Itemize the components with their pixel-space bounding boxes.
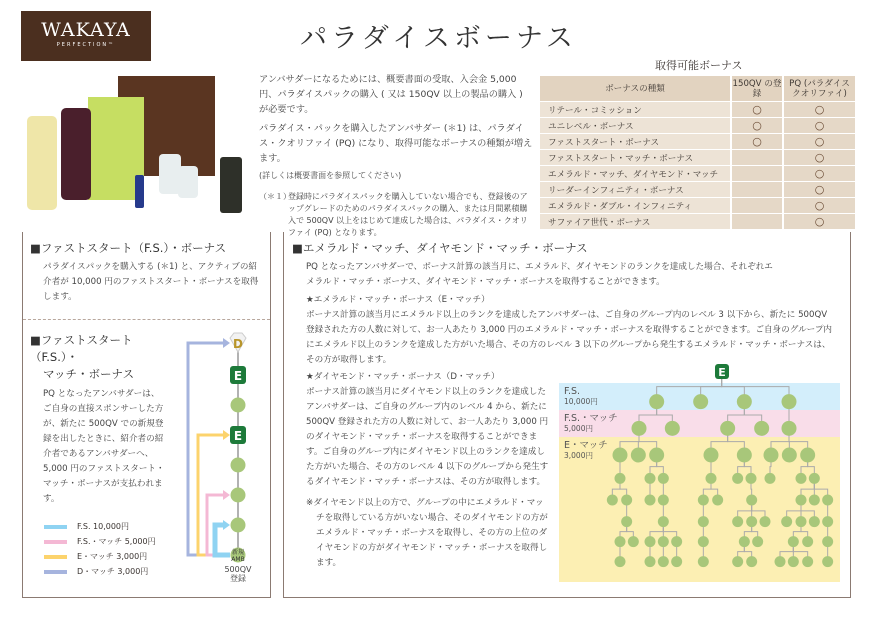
emerald-rank-label: E (233, 429, 243, 443)
member-node (746, 473, 757, 484)
legend-label: D・マッチ 3,000円 (77, 567, 149, 576)
legend-label: E・マッチ 3,000円 (77, 552, 148, 561)
member-node (752, 536, 763, 547)
qv-mark: ○ (730, 118, 782, 133)
member-node (760, 516, 771, 527)
member-node (754, 421, 769, 436)
emerald-rank-label: E (233, 369, 243, 383)
new-amb-label: 新規 AMB (231, 549, 245, 563)
fs-heading: ■ファストスタート（F.S.）・ボーナス (30, 241, 227, 255)
member-node (822, 516, 833, 527)
d-match-title: ★ダイヤモンド・マッチ・ボーナス（D・マッチ） (306, 372, 500, 382)
member-node (615, 473, 626, 484)
member-node (764, 448, 779, 463)
band-amount: 5,000円 (564, 424, 593, 433)
member-node (615, 556, 626, 567)
member-node (621, 516, 632, 527)
fs-body: パラダイスパックを購入する (＊1) と、アクティブの紹介者が 10,000 円のファストスタート・ボーナスを取得します。 (43, 262, 259, 302)
member-node (732, 556, 743, 567)
em-heading: ■エメラルド・マッチ、ダイヤモンド・マッチ・ボーナス (292, 241, 588, 255)
member-node (621, 495, 632, 506)
qv-mark: ○ (730, 134, 782, 149)
member-node (739, 536, 750, 547)
band-name: E・マッチ (564, 440, 608, 451)
member-node (782, 448, 797, 463)
band-amount: 3,000円 (564, 451, 593, 460)
member-node (698, 536, 709, 547)
bonus-name: ファストスタート・ボーナス (540, 134, 730, 149)
member-node (782, 394, 797, 409)
member-node (693, 394, 708, 409)
pq-mark: ○ (782, 198, 855, 213)
member-node (809, 516, 820, 527)
member-node (788, 536, 799, 547)
fsm-heading-1: ■ファストスタート（F.S.）・ (30, 333, 133, 364)
member-node (781, 516, 792, 527)
member-node (746, 556, 757, 567)
member-node (809, 473, 820, 484)
member-node (698, 556, 709, 567)
member-node (822, 495, 833, 506)
band-label (564, 414, 618, 434)
member-node (658, 495, 669, 506)
member-node (809, 495, 820, 506)
member-node (649, 448, 664, 463)
member-node (671, 556, 682, 567)
member-node (737, 448, 752, 463)
member-node (802, 556, 813, 567)
member-node (658, 473, 669, 484)
member-node (796, 473, 807, 484)
fsm-body: PQ となったアンバサダーは、ご自身の直接スポンサーした方が、新たに 500QV での新規登録を出したときに、紹介者の紹介者であるアンバサダーへ、5,000 円のファストスタート・マッチ・ボーナスが支払われます。 (43, 389, 165, 504)
member-node (800, 448, 815, 463)
emerald-badge-label: E (718, 366, 726, 379)
pq-mark: ○ (782, 182, 855, 197)
member-node (746, 495, 757, 506)
member-node (765, 473, 776, 484)
pq-mark: ○ (782, 150, 855, 165)
member-node (782, 421, 797, 436)
member-node (628, 536, 639, 547)
member-node (607, 495, 618, 506)
qv-mark: ○ (730, 102, 782, 117)
member-node (698, 495, 709, 506)
logo-tagline: PERFECTION™ (56, 42, 116, 48)
header-bonus-type: ボーナスの種類 (540, 76, 730, 101)
member-node (822, 556, 833, 567)
legend-label: F.S. 10,000円 (77, 522, 130, 531)
member-node (732, 473, 743, 484)
bonus-name: ファストスタート・マッチ・ボーナス (540, 150, 730, 165)
member-node (658, 516, 669, 527)
member-node (720, 421, 735, 436)
header-pq: PQ (パラダイス クオリファイ) (782, 76, 855, 101)
member-node (746, 516, 757, 527)
member-node (649, 394, 664, 409)
intro-paragraph-2: パラダイス・パックを購入したアンバサダー (＊1) は、パラダイス・クオリファイ (PQ) になり、取得可能なボーナスの種類が増えます。 (259, 123, 533, 164)
member-node (645, 536, 656, 547)
band-name: F.S. (564, 386, 581, 397)
pq-mark: ○ (782, 166, 855, 181)
member-node (802, 536, 813, 547)
member-node (645, 495, 656, 506)
member-node (671, 536, 682, 547)
pq-mark: ○ (782, 214, 855, 229)
page-title: パラダイスボーナス (300, 23, 577, 54)
intro-paragraph-3: (詳しくは概要書面を参照してください) (259, 171, 402, 180)
member-node (645, 556, 656, 567)
e-match-title: ★エメラルド・マッチ・ボーナス（E・マッチ） (306, 295, 490, 305)
member-node (737, 394, 752, 409)
member-node (796, 495, 807, 506)
member-node (822, 536, 833, 547)
table-title: 取得可能ボーナス (655, 59, 743, 72)
band-label (564, 441, 608, 461)
logo-brand: WAKAYA (41, 19, 131, 41)
em-intro: PQ となったアンバサダーで、ボーナス計算の該当月に、エメラルド、ダイヤモンドのランクを達成した場合、それぞれエメラルド・マッチ・ボーナス、ダイヤモンド・マッチ・ボーナスを取得することができます。 (306, 262, 773, 287)
band-label (564, 387, 598, 407)
member-node (665, 421, 680, 436)
pq-mark: ○ (782, 102, 855, 117)
footnote-text: 登録時にパラダイスパックを購入していない場合でも、登録後のアップグレードのためのパラダイスパックの購入、または月間累積購入で 500QV 以上をはじめて達成した場合は、パラダイス・クオリファイ (PQ) となります。 (288, 192, 528, 237)
registration-label: 500QV 登録 (224, 565, 252, 583)
bonus-name: リーダーインフィニティ・ボーナス (540, 182, 730, 197)
member-node (698, 516, 709, 527)
member-node (658, 556, 669, 567)
band-name: F.S.・マッチ (564, 413, 618, 424)
pq-mark: ○ (782, 118, 855, 133)
pq-mark: ○ (782, 134, 855, 149)
member-node (706, 473, 717, 484)
footnote-mark: （＊１） (259, 192, 291, 201)
member-node (796, 516, 807, 527)
em-note: ※ダイヤモンド以上の方で、グループの中にエメラルド・マッチを取得している方がいない場合、そのダイヤモンドの方がエメラルド・マッチ・ボーナスを取得し、その方の上位のダイヤモンドの方がダイヤモンド・マッチ・ボーナスを取得します。 (306, 498, 548, 568)
bonus-name: ユニレベル・ボーナス (540, 118, 730, 133)
intro-paragraph-1: アンバサダーになるためには、概要書面の受取、入会金 5,000 円、パラダイスパックの購入 ( 又は 150QV 以上の製品の購入 ) が必要です。 (259, 74, 523, 115)
member-node (788, 556, 799, 567)
bonus-name: エメラルド・ダブル・インフィニティ (540, 198, 730, 213)
member-node (632, 421, 647, 436)
member-node (775, 556, 786, 567)
member-node (712, 495, 723, 506)
diamond-rank-label: D (233, 337, 243, 351)
member-node (615, 536, 626, 547)
header-150qv: 150QV の登録 (730, 76, 782, 101)
legend-label: F.S.・マッチ 5,000円 (77, 537, 156, 546)
d-match-body: ボーナス計算の該当月にダイヤモンド以上のランクを達成したアンバサダーは、ご自身のグループ内のレベル 4 から、新たに 500QV 登録された方の人数に対して、お一人あたり 3,000 円のダイヤモンド・マッチ・ボーナスを取得することができます。ご自身のグループ内にダイヤモンド以上のランクを達成した方がいた場合、その方のレベル 4 以下のグループから発生するダイヤモンド・マッチ・ボーナスは、その方が取得します。 (306, 387, 549, 487)
bonus-name: リテール・コミッション (540, 102, 730, 117)
member-node (645, 473, 656, 484)
band-amount: 10,000円 (564, 397, 598, 406)
bonus-name: エメラルド・マッチ、ダイヤモンド・マッチ (540, 166, 730, 181)
bonus-name: サファイア世代・ボーナス (540, 214, 730, 229)
fsm-heading-2: マッチ・ボーナス (43, 367, 135, 381)
member-node (631, 448, 646, 463)
member-node (704, 448, 719, 463)
member-node (613, 448, 628, 463)
member-node (732, 516, 743, 527)
e-match-body: ボーナス計算の該当月にエメラルド以上のランクを達成したアンバサダーは、ご自身のグループ内のレベル 3 以下から、新たに 500QV 登録された方の人数に対して、お一人あたり 3,000 円のエメラルド・マッチ・ボーナスを取得することができます。ご自身のグループ内にエメラルド以上のランクを達成した方がいた場合、その方のレベル 3 以下のグループから発生するエメラルド・マッチ・ボーナスは、その方が取得します。 (306, 310, 833, 365)
member-node (658, 536, 669, 547)
